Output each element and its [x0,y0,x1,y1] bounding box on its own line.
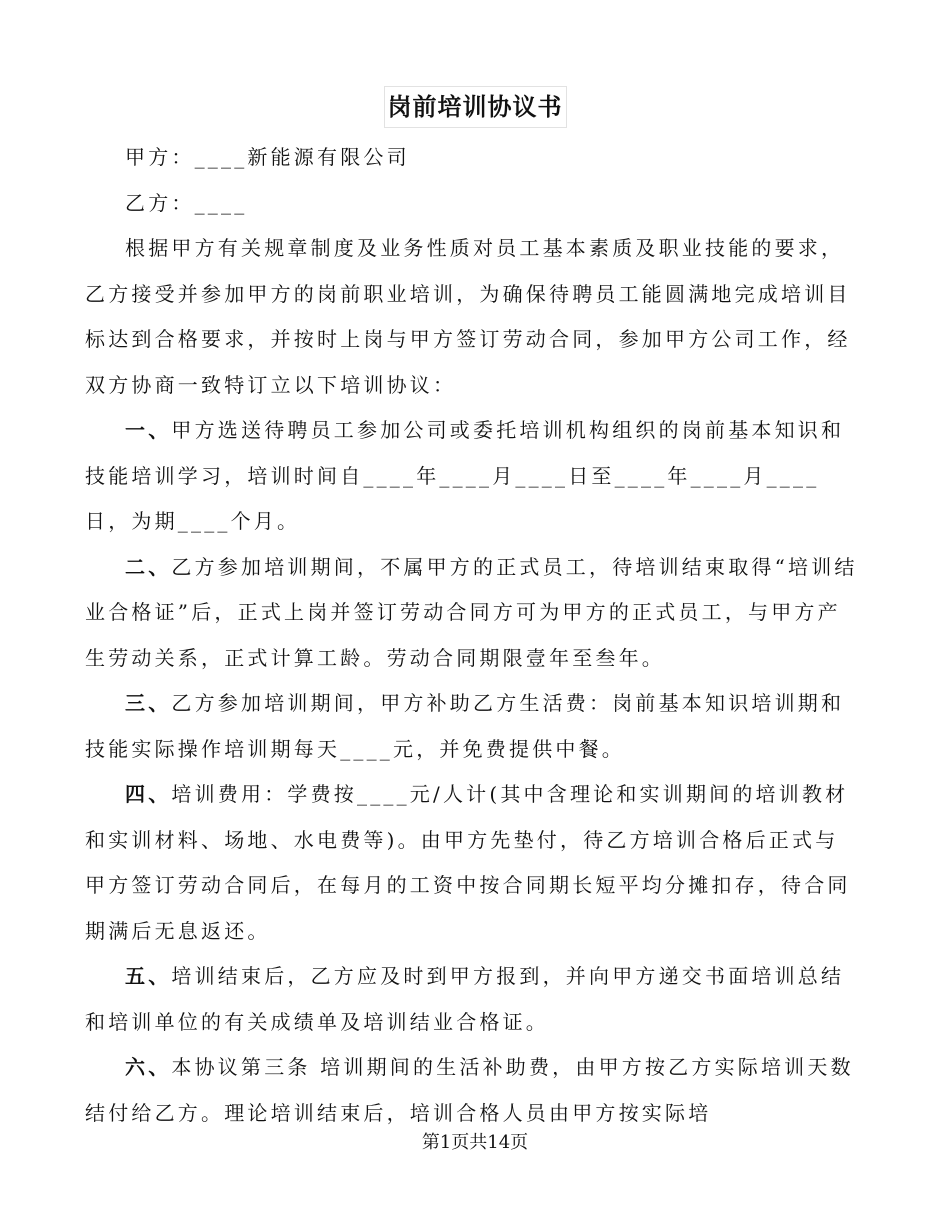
clause-1-text: 甲方选送待聘员工参加公司或委托培训机构组织的岗前基本知识和技能培训学习，培训时间自____年____月____日至____年____月____日，为期____个月。 [85,418,845,533]
page-footer [0,1128,950,1158]
page-number: 第1页共14页 [421,1132,529,1153]
clause-4 [85,772,860,954]
party-a-line: 甲方：____新能源有限公司 [125,145,410,169]
clause-2-number: 二、 [125,554,172,579]
clause-3-text: 乙方参加培训期间，甲方补助乙方生活费：岗前基本知识培训期和技能实际操作培训期每天____元，并免费提供中餐。 [85,691,845,761]
clause-5 [85,954,860,1045]
clause-5-text: 培训结束后，乙方应及时到甲方报到，并向甲方递交书面培训总结和培训单位的有关成绩单及培训结业合格证。 [85,964,845,1034]
clause-1 [85,408,860,545]
clause-1-number: 一、 [125,418,172,442]
clause-2 [85,545,860,682]
clause-6-text: 本协议第三条 培训期间的生活补助费，由甲方按乙方实际培训天数结付给乙方。理论培训结束后，培训合格人员由甲方按实际培 [85,1055,854,1125]
document-body [85,135,860,1136]
clause-4-number: 四、 [125,782,172,806]
document-title [0,86,950,128]
clause-5-number: 五、 [125,964,172,988]
clause-2-text: 乙方参加培训期间，不属甲方的正式员工，待培训结束取得“培训结业合格证”后，正式上岗并签订劳动合同方可为甲方的正式员工，与甲方产生劳动关系，正式计算工龄。劳动合同期限壹年至叁年。 [85,554,858,670]
preamble-paragraph: 根据甲方有关规章制度及业务性质对员工基本素质及职业技能的要求，乙方接受并参加甲方的岗前职业培训，为确保待聘员工能圆满地完成培训目标达到合格要求，并按时上岗与甲方签订劳动合同，参加甲方公司工作，经双方协商一致特订立以下培训协议： [85,236,851,397]
clause-6 [85,1045,860,1136]
clause-4-text: 培训费用：学费按____元/人计(其中含理论和实训期间的培训教材和实训材料、场地、水电费等)。由甲方先垫付，待乙方培训合格后正式与甲方签订劳动合同后，在每月的工资中按合同期长短平均分摊扣存，待合同期满后无息返还。 [85,782,851,943]
party-b-line: 乙方：____ [125,190,248,215]
clause-3-number: 三、 [125,691,172,715]
clause-3 [85,681,860,772]
document-title-text: 岗前培训协议书 [384,86,567,128]
clause-6-number: 六、 [125,1055,172,1079]
